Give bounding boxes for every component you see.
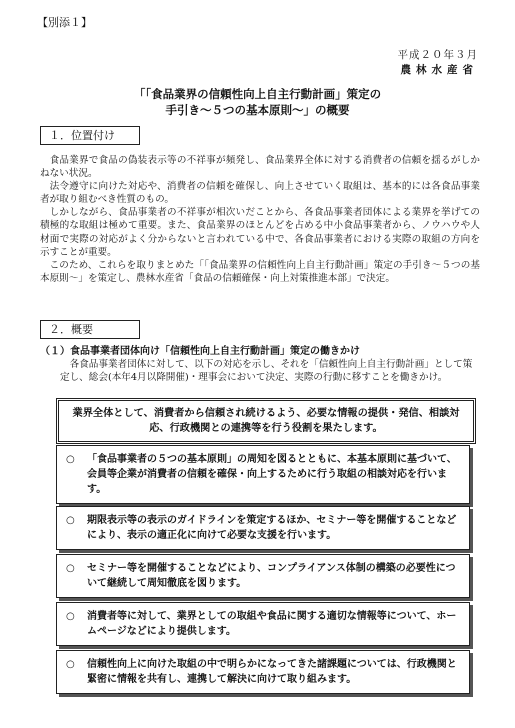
appendix-label: 【別添１】: [37, 16, 92, 29]
document-title: [0, 86, 515, 118]
issuer-block: [398, 48, 479, 78]
action-item: [56, 650, 470, 694]
action-item-text: 消費者等に対して、業界としての取組や食品に関する適切な情報等について、ホームページなどにより提供します。: [87, 611, 457, 637]
action-item-text: セミナー等を開催することなどにより、コンプライアンス体制の構築の必要性について継続して周知徹底を図ります。: [87, 563, 456, 589]
ministry-name: 農林水産省: [400, 64, 478, 76]
action-item-text: 「食品事業者の５つの基本原則」の周知を図るとともに、本基本原則に基づいて、会員等企業が消費者の信頼を確保・向上するために行う取組の相談対応を行います。: [87, 454, 457, 495]
bullet-circle: ○: [66, 515, 75, 526]
section-1-heading: １．位置付け: [40, 126, 140, 145]
action-item: [56, 445, 470, 504]
title-line-2: 手引き～５つの基本原則～」の概要: [165, 103, 350, 117]
bullet-circle: ○: [66, 611, 75, 622]
role-statement-box: 業界全体として、消費者から信頼され続けるよう、必要な情報の提供・発信、相談対応、行政機関との連携等を行う役割を果たします。: [56, 398, 476, 444]
bullet-circle: ○: [66, 659, 75, 670]
section-2-subheading: （１）食品事業者団体向け「信頼性向上自主行動計画」策定の働きかけ: [40, 346, 360, 357]
section-1-paragraph: 法令遵守に向けた対応や、消費者の信頼を確保し、向上させていく取組は、基本的には各食品事業者が取り組むべき性質のもの。: [40, 181, 480, 206]
bullet-circle: ○: [66, 454, 75, 465]
action-item-text: 期限表示等の表示のガイドラインを策定するほか、セミナー等を開催することなどにより、表示の適正化に向けて必要な支援を行います。: [87, 515, 457, 541]
section-1-paragraph: しかしながら、食品事業者の不祥事が相次いだことから、各食品事業者団体による業界を挙げての積極的な取組は極めて重要。また、食品業界のほとんどを占める中小食品事業者から、ノウハウや人材面で実際の対応がよく分からないと言われている中で、各食品事業者における実際の取組の方向を示すことが重要。: [40, 207, 480, 258]
section-2-body: 各食品事業者団体に対して、以下の対応を示し、それを「信頼性向上自主行動計画」として策定し、総会(本年4月以降開催)・理事会において決定、実際の行動に移すことを働きかけ。: [60, 359, 473, 383]
issue-date: 平成２０年３月: [397, 49, 478, 61]
title-line-1: 「「食品業界の信頼性向上自主行動計画」策定の: [133, 87, 382, 101]
action-item: [56, 554, 470, 598]
action-item-text: 信頼性向上に向けた取組の中で明らかになってきた諸課題については、行政機関と緊密に情報を共有し、連携して解決に向けて取り組みます。: [87, 659, 457, 685]
action-item: [56, 506, 470, 550]
section-1-paragraph: 食品業界で食品の偽装表示等の不祥事が頻発し、食品業界全体に対する消費者の信頼を揺るがしかねない状況。: [40, 155, 480, 180]
section-1-paragraph: このため、これらを取りまとめた「「食品業界の信頼性向上自主行動計画」策定の手引き～５つの基本原則～」を策定し、農林水産省「食品の信頼確保・向上対策推進本部」で決定。: [40, 259, 480, 284]
action-item: [56, 602, 470, 646]
bullet-circle: ○: [66, 563, 75, 574]
section-1-body: [40, 154, 480, 285]
section-2-heading: ２．概要: [40, 320, 140, 339]
